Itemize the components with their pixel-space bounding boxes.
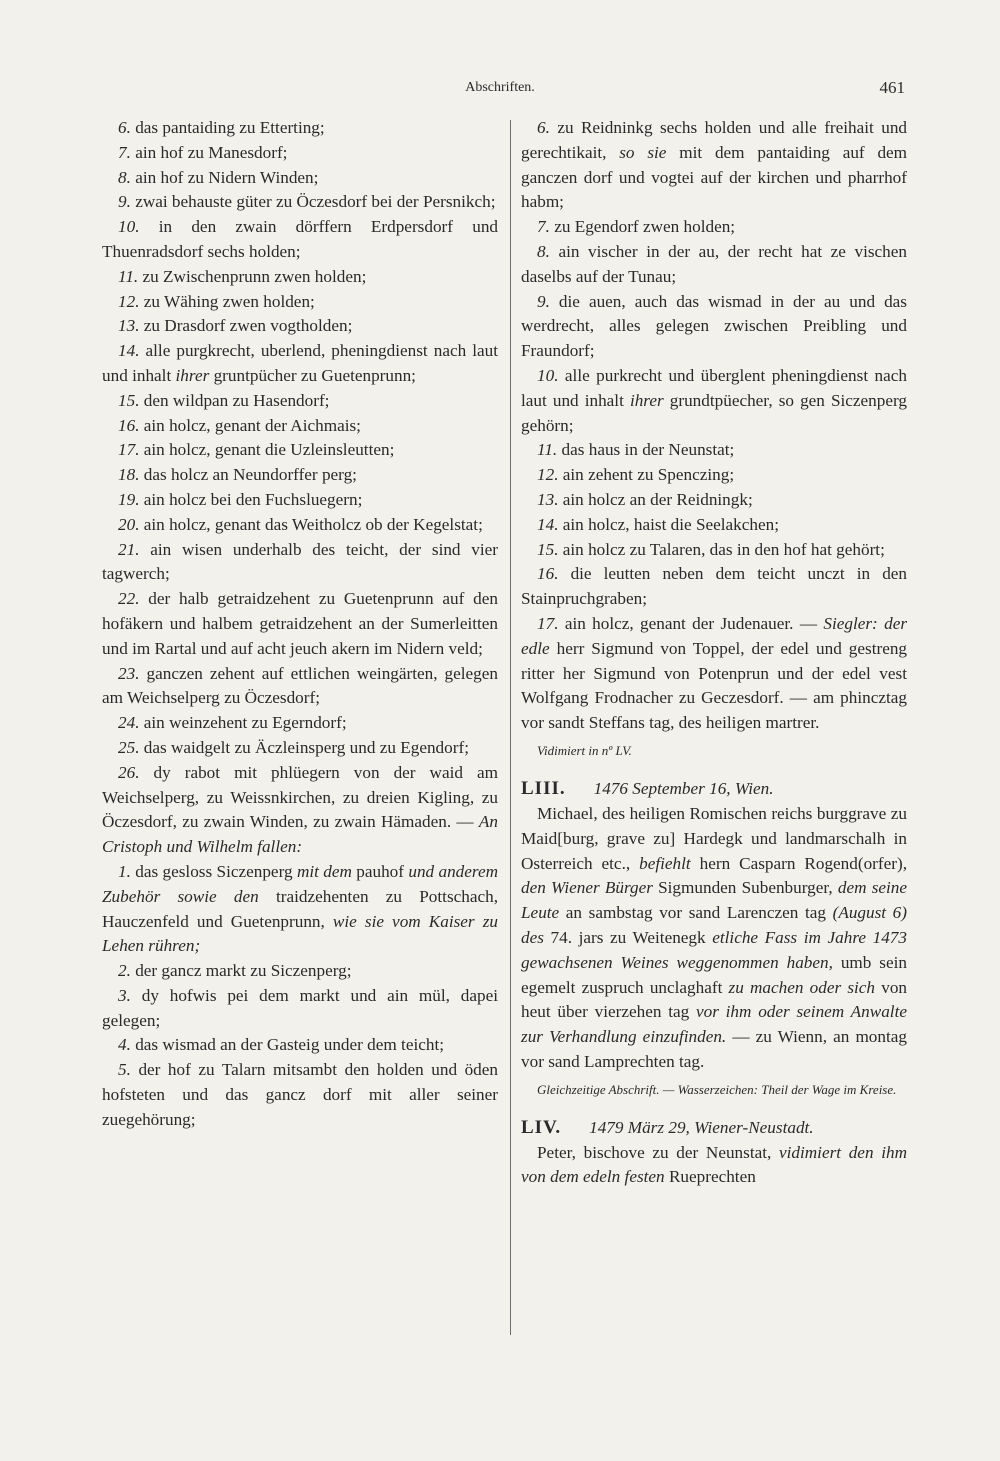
list-item: 25. das waidgelt zu Äczleinsperg und zu Egendorf; [118,737,469,757]
list-item: 19. ain holcz bei den Fuchsluegern; [118,489,363,509]
list-item: 9. die auen, auch das wismad in der au und das werdrecht, alles gelegen zwischen Preibling und Fraundorf; [521,291,907,361]
list-item: 16. die leutten neben dem teicht unczt in den Stainpruchgraben; [521,564,908,609]
list-item: 12. ain zehent zu Spenczing; [537,465,735,485]
list-item: 14. ain holcz, haist die Seelakchen; [537,514,779,534]
right-column [521,116,907,1190]
list-item: 6. zu Reidninkg sechs holden und alle freihait und gerechtikait, so sie mit dem pantaiding auf dem ganczen dorf und vogtei auf der kirchen und pharrhof habm; [521,118,908,212]
left-column [102,116,498,1133]
list-item: 11. zu Zwischenprunn zwen holden; [118,266,367,286]
list-item: 14. alle purgkrecht, uberlend, pheningdienst nach laut und inhalt ihrer gruntpücher zu Guetenprunn; [102,341,498,385]
editorial-note: Gleichzeitige Abschrift. — Wasserzeichen: Theil der Wage im Kreise. [537,1081,897,1097]
document-heading-liv [521,1115,907,1141]
list-item: 8. ain hof zu Nidern Winden; [118,167,319,187]
document-body: Peter, bischove zu der Neunstat, vidimiert den ihm von dem edeln festen Rueprechten [521,1142,907,1187]
list-item: 15. den wildpan zu Hasendorf; [118,390,330,410]
list-item: 10. alle purkrecht und überglent pheningdienst nach laut und inhalt ihrer grundtpüecher, so gen Siczenperg gehörn; [521,365,908,435]
document-date: 1476 September 16, Wien. [593,778,774,798]
list-item: 16. ain holcz, genant der Aichmais; [118,415,361,435]
list-item: 12. zu Wähing zwen holden; [118,291,315,311]
list-item: 2. der gancz markt zu Siczenperg; [118,961,352,981]
column-divider [510,120,511,1335]
list-item: 17. ain holcz, genant die Uzleinsleutten; [118,440,395,460]
document-body: Michael, des heiligen Romischen reichs burggrave zu Maid[burg, grave zu] Hardegk und landmarschalh in Osterreich etc., befiehlt hern Casparn Rogend(orfer), den Wiener Bürger Sigmunden Subenburger, dem seine Leute an sambstag vor sand Larenczen tag (August 6) des 74. jars zu Weitenegk etliche Fass im Jahre 1473 gewachsenen Weines weggenommen haben, umb sein egemelt zuspruch unclaghaft zu machen oder sich von heut über vierzehen tag vor ihm oder seinem Anwalte zur Verhandlung einzufinden. — zu Wienn, an montag vor sand Lamprechten tag. [521,803,908,1071]
document-number: LIV. [521,1116,562,1138]
page-number: 461 [879,78,905,97]
document-heading-liii [521,776,907,802]
list-item: 20. ain holcz, genant das Weitholcz ob der Kegelstat; [118,514,483,534]
list-item: 8. ain vischer in der au, der recht hat ze vischen daselbs auf der Tunau; [521,241,907,286]
document-number: LIII. [521,777,566,799]
list-item: 18. das holcz an Neundorffer perg; [118,465,357,485]
page-header [0,78,1000,100]
list-item: 4. das wismad an der Gasteig under dem teicht; [118,1035,444,1055]
document-date: 1479 März 29, Wiener-Neustadt. [589,1117,814,1137]
list-item: 11. das haus in der Neunstat; [537,440,735,460]
list-item: 13. zu Drasdorf zwen vogtholden; [118,316,353,336]
list-item: 1. das gesloss Siczenperg mit dem pauhof und anderem Zubehör sowie den traidzehenten zu Pottschach, Hauczenfeld und Guetenprunn, wie sie vom Kaiser zu Lehen rühren; [102,861,499,956]
list-item: 15. ain holcz zu Talaren, das in den hof hat gehört; [537,539,885,559]
list-item: 26. dy rabot mit phlüegern von der waid am Weichselperg, zu Weissnkirchen, zu dreien Kigling, zu Öczesdorf, zu zwain Winden, zu zwain Hämaden. — An Cristoph und Wilhelm fallen: [102,762,499,857]
list-item: 9. zwai behauste güter zu Öczesdorf bei der Persnikch; [118,192,496,212]
editorial-note: Vidimiert in nº LV. [537,742,632,758]
list-item: 7. ain hof zu Manesdorf; [118,142,288,162]
list-item: 24. ain weinzehent zu Egerndorf; [118,713,347,733]
list-item: 21. ain wisen underhalb des teicht, der sind vier tagwerch; [102,539,498,584]
list-item: 6. das pantaiding zu Etterting; [118,118,325,137]
list-item: 17. ain holcz, genant der Judenauer. — Siegler: der edle herr Sigmund von Toppel, der edel und gestreng ritter her Sigmund von Potenprun und der edel vest Wolfgang Frodnacher zu Geczesdorf. — am phincztag vor sandt Steffans tag, des heiligen martrer. [521,613,908,733]
list-item: 23. ganczen zehent auf ettlichen weingärten, gelegen am Weichselperg zu Öczesdorf; [102,663,499,708]
running-title: Abschriften. [465,80,535,95]
list-item: 3. dy hofwis pei dem markt und ain mül, dapei gelegen; [102,985,498,1030]
list-item: 13. ain holcz an der Reidningk; [537,489,753,509]
list-item: 7. zu Egendorf zwen holden; [537,217,736,237]
list-item: 10. in den zwain dörffern Erdpersdorf und Thuenradsdorf sechs holden; [102,217,499,261]
list-item: 22. der halb getraidzehent zu Guetenprunn auf den hofäkern und halbem getraidzehent an der Sumerleitten und im Rartal und auf acht jeuch akern im Nidern veld; [102,589,498,658]
list-item: 5. der hof zu Talarn mitsambt den holden und öden hofsteten und das gancz dorf mit aller seiner zuegehörung; [102,1060,498,1129]
